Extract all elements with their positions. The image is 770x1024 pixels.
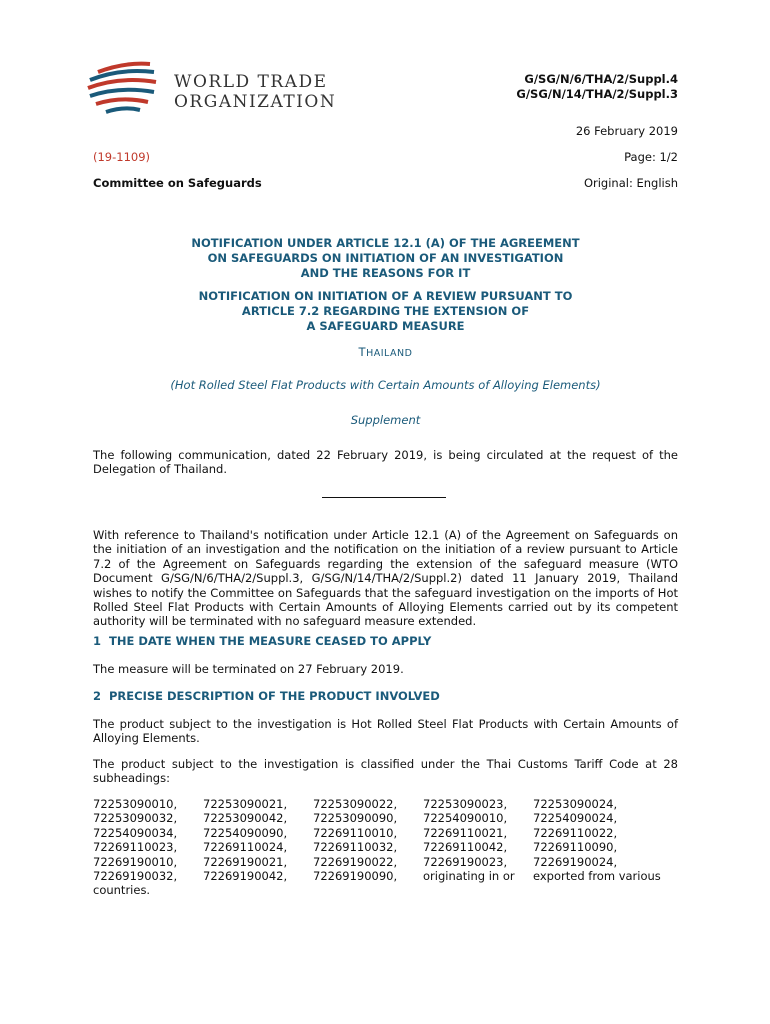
tariff-code: 72254090090, [203,825,288,840]
tariff-code-list [93,797,678,898]
tariff-code-end: countries. [93,883,151,898]
tariff-code-row [93,869,678,883]
title-line: NOTIFICATION ON INITIATION OF A REVIEW PURSUANT TO [198,289,573,303]
tariff-code: 72269190010, [93,854,178,869]
tariff-code: 72253090090, [313,811,398,826]
title-line: NOTIFICATION UNDER ARTICLE 12.1 (A) OF THE AGREEMENT [191,236,580,250]
org-name [174,72,336,112]
tariff-code: 72254090034, [93,825,178,840]
country-name: THAILAND [358,345,413,359]
section-title: PRECISE DESCRIPTION OF THE PRODUCT INVOLVED [109,689,440,703]
tariff-code: 72269190032, [93,869,178,884]
section-number: 2 [93,689,102,703]
document-symbol: G/SG/N/6/THA/2/Suppl.4 [524,72,678,86]
product-title: (Hot Rolled Steel Flat Products with Certain Amounts of Alloying Elements) [170,378,601,392]
tariff-code: 72269190024, [533,854,618,869]
tariff-code: 72269110022, [533,825,618,840]
tariff-code: 72254090010, [423,811,508,826]
page-number: Page: 1/2 [624,150,678,164]
tariff-code: 72269190090, [313,869,398,884]
tariff-code: 72253090042, [203,811,288,826]
title-block-1 [93,236,678,281]
committee-name: Committee on Safeguards [93,176,262,190]
tariff-code: 72269110021, [423,825,508,840]
document-date: 26 February 2019 [575,124,678,138]
tariff-code: 72269110010, [313,825,398,840]
tariff-code: 72269190021, [203,854,288,869]
tariff-code: 72269110032, [313,840,398,855]
title-line: AND THE REASONS FOR IT [300,266,471,280]
tariff-code: 72269110090, [533,840,618,855]
tariff-code-text: originating in or [423,869,515,884]
org-name-line2: ORGANIZATION [174,92,337,112]
tariff-code: 72253090024, [533,797,618,811]
tariff-code-row [93,797,678,811]
tariff-code: 72269110024, [203,840,288,855]
intro-paragraph: The following communication, dated 22 February 2019, is being circulated at the request of the Delegation of Thailand. [93,448,678,477]
section-title: THE DATE WHEN THE MEASURE CEASED TO APPLY [109,634,432,648]
tariff-code: 72253090021, [203,797,288,811]
section-2-paragraph-1: The product subject to the investigation is Hot Rolled Steel Flat Products with Certain Amounts of Alloying Elements. [93,717,678,746]
section-number: 1 [93,634,102,648]
supplement-label: Supplement [350,413,421,427]
tariff-code: 72253090022, [313,797,398,811]
tariff-code-row [93,855,678,869]
tariff-code: 72269110042, [423,840,508,855]
tariff-code: 72253090010, [93,797,178,811]
tariff-code: 72254090024, [533,811,618,826]
tariff-code: 72269190023, [423,854,508,869]
tariff-code: 72253090023, [423,797,508,811]
title-line: A SAFEGUARD MEASURE [306,319,465,333]
tariff-code-text: exported from various [533,869,661,884]
tariff-code: 72269190042, [203,869,288,884]
tariff-code: 72253090032, [93,811,178,826]
section-2-paragraph-2: The product subject to the investigation is classified under the Thai Customs Tariff Code at 28 subheadings: [93,757,678,786]
reference-paragraph: With reference to Thailand's notification under Article 12.1 (A) of the Agreement on Safeguards on the initiation of an investigation and the notification on the initiation of a review pursuant to Article 7.2 of the Agreement on Safeguards regarding the extension of the safeguard measure (WTO Document G/SG/N/6/THA/2/Suppl.3, G/SG/N/14/THA/2/Suppl.2) dated 11 January 2019, Thailand wishes to notify the Committee on Safeguards that the safeguard investigation on the imports of Hot Rolled Steel Flat Products with Certain Amounts of Alloying Elements carried out by its competent authority will be terminated with no safeguard measure extended. [93,528,678,629]
title-line: ON SAFEGUARDS ON INITIATION OF AN INVESTIGATION [207,251,564,265]
tariff-code-row [93,840,678,854]
section-1-paragraph: The measure will be terminated on 27 February 2019. [93,662,404,676]
org-name-line1: WORLD TRADE [174,72,328,92]
document-symbol: G/SG/N/14/THA/2/Suppl.3 [516,87,678,101]
tariff-code: 72269190022, [313,854,398,869]
original-language: Original: English [583,176,678,190]
section-heading-2 [93,689,440,703]
tariff-code-row [93,826,678,840]
document-ref: (19-1109) [93,150,151,164]
title-block-2 [93,289,678,334]
tariff-code: 72269110023, [93,840,178,855]
title-line: ARTICLE 7.2 REGARDING THE EXTENSION OF [241,304,530,318]
tariff-code-row [93,811,678,825]
divider [322,497,446,498]
document-symbols [516,72,678,102]
section-heading-1 [93,634,431,648]
